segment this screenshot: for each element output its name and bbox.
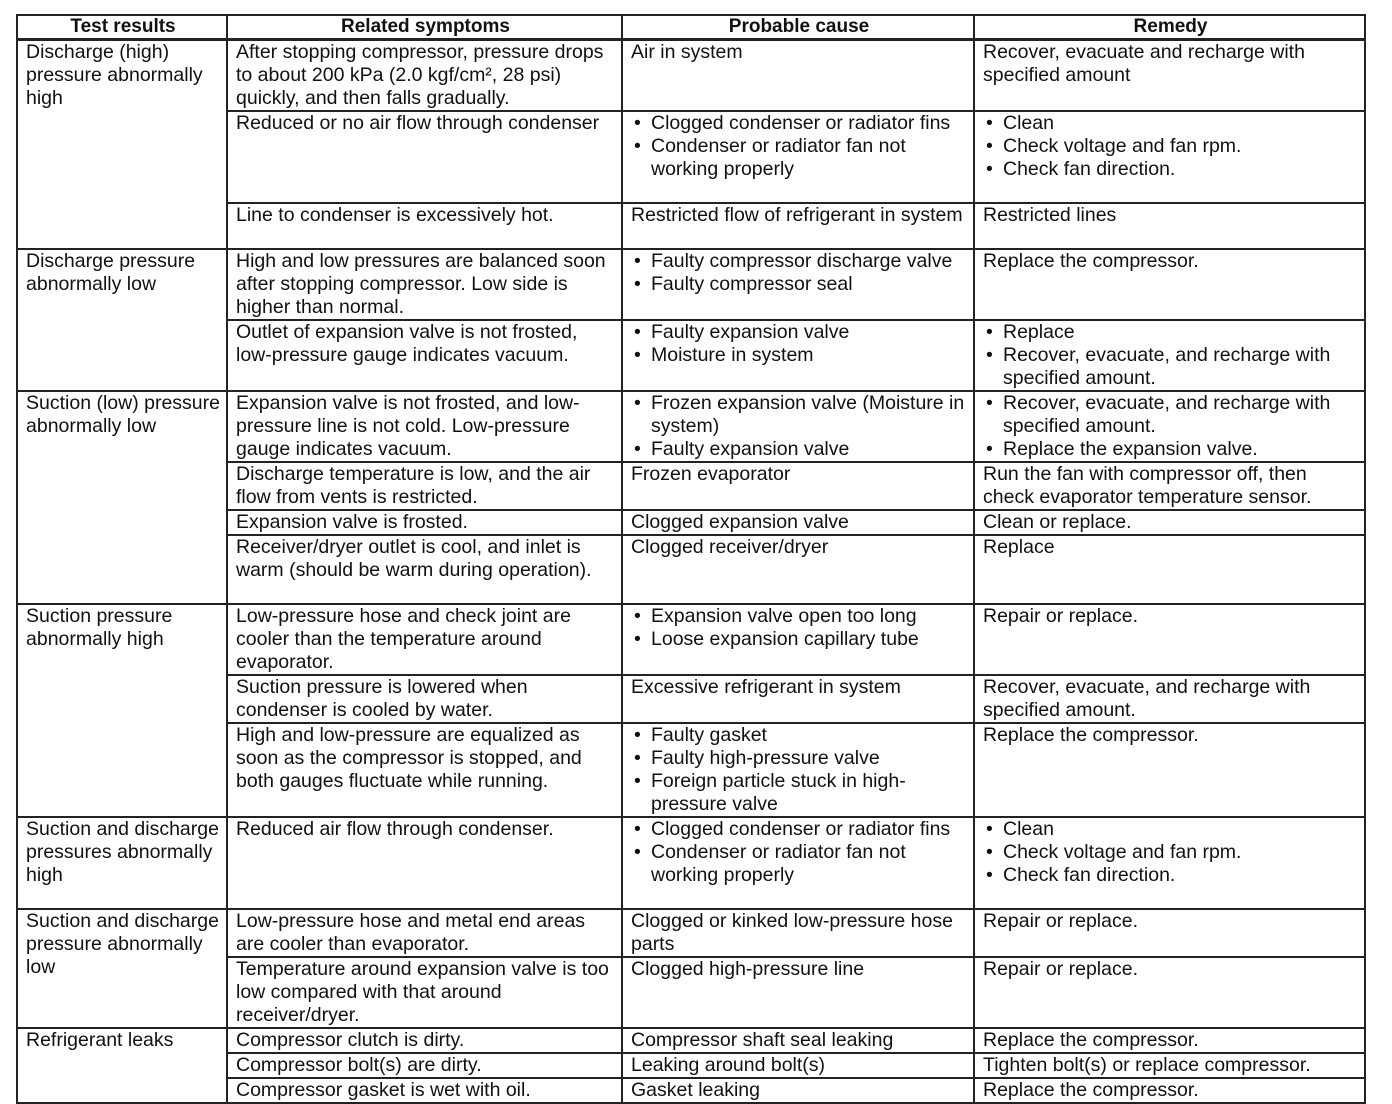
remedy-list — [983, 392, 1358, 461]
remedy-list-item: • Check voltage and fan rpm. — [983, 841, 1358, 864]
cause-list — [631, 392, 967, 461]
test-result-cell: Refrigerant leaks — [17, 1028, 227, 1103]
symptom-cell: Compressor clutch is dirty. — [227, 1028, 622, 1053]
symptom-cell: Expansion valve is frosted. — [227, 510, 622, 535]
cause-list-item: • Condenser or radiator fan not working properly — [631, 841, 967, 887]
symptom-cell: High and low pressures are balanced soon after stopping compressor. Low side is higher than normal. — [227, 249, 622, 320]
table-row — [17, 391, 1365, 462]
cause-list-item: • Frozen expansion valve (Moisture in system) — [631, 392, 967, 438]
remedy-cell: Replace the compressor. — [974, 1078, 1365, 1103]
test-result-cell: Suction and discharge pressures abnormally high — [17, 817, 227, 909]
table-row — [17, 909, 1365, 957]
cause-cell: Gasket leaking — [622, 1078, 974, 1103]
remedy-list-item: • Check fan direction. — [983, 864, 1358, 887]
cause-cell: Restricted flow of refrigerant in system — [622, 203, 974, 249]
header-test-results: Test results — [17, 15, 227, 40]
symptom-cell: Line to condenser is excessively hot. — [227, 203, 622, 249]
cause-cell: Compressor shaft seal leaking — [622, 1028, 974, 1053]
remedy-list-item: • Replace — [983, 321, 1358, 344]
cause-cell: Clogged or kinked low-pressure hose parts — [622, 909, 974, 957]
cause-cell: Clogged high-pressure line — [622, 957, 974, 1028]
remedy-list — [983, 818, 1358, 887]
table-row — [17, 40, 1365, 112]
remedy-cell — [974, 320, 1365, 391]
header-remedy: Remedy — [974, 15, 1365, 40]
cause-list-item: • Moisture in system — [631, 344, 967, 367]
symptom-cell: After stopping compressor, pressure drops to about 200 kPa (2.0 kgf/cm², 28 psi) quickly, and then falls gradually. — [227, 40, 622, 112]
remedy-list-item: • Replace the expansion valve. — [983, 438, 1358, 461]
symptom-cell: Low-pressure hose and metal end areas are cooler than evaporator. — [227, 909, 622, 957]
cause-list-item: • Faulty expansion valve — [631, 321, 967, 344]
remedy-cell: Recover, evacuate, and recharge with specified amount. — [974, 675, 1365, 723]
symptom-cell: Expansion valve is not frosted, and low-pressure line is not cold. Low-pressure gauge indicates vacuum. — [227, 391, 622, 462]
cause-list — [631, 818, 967, 887]
symptom-cell: Compressor bolt(s) are dirty. — [227, 1053, 622, 1078]
cause-list-item: • Faulty compressor seal — [631, 273, 967, 296]
remedy-cell: Run the fan with compressor off, then check evaporator temperature sensor. — [974, 462, 1365, 510]
cause-list-item: • Loose expansion capillary tube — [631, 628, 967, 651]
table-body — [17, 40, 1365, 1104]
cause-list — [631, 321, 967, 367]
symptom-cell: Outlet of expansion valve is not frosted, low-pressure gauge indicates vacuum. — [227, 320, 622, 391]
cause-list-item: • Expansion valve open too long — [631, 605, 967, 628]
header-probable-cause: Probable cause — [622, 15, 974, 40]
cause-cell — [622, 604, 974, 675]
symptom-cell: Receiver/dryer outlet is cool, and inlet is warm (should be warm during operation). — [227, 535, 622, 604]
test-result-cell: Suction and discharge pressure abnormally low — [17, 909, 227, 1028]
cause-list — [631, 250, 967, 296]
cause-list-item: • Faulty expansion valve — [631, 438, 967, 461]
remedy-list-item: • Check voltage and fan rpm. — [983, 135, 1358, 158]
cause-cell: Clogged receiver/dryer — [622, 535, 974, 604]
cause-cell — [622, 249, 974, 320]
remedy-cell: Restricted lines — [974, 203, 1365, 249]
remedy-cell: Replace — [974, 535, 1365, 604]
cause-cell — [622, 111, 974, 203]
cause-cell — [622, 723, 974, 817]
cause-list-item: • Faulty gasket — [631, 724, 967, 747]
cause-list-item: • Faulty compressor discharge valve — [631, 250, 967, 273]
remedy-list-item: • Clean — [983, 112, 1358, 135]
remedy-cell: Replace the compressor. — [974, 249, 1365, 320]
remedy-cell — [974, 817, 1365, 909]
cause-list-item: • Foreign particle stuck in high-pressure valve — [631, 770, 967, 816]
cause-cell: Frozen evaporator — [622, 462, 974, 510]
remedy-list-item: • Recover, evacuate, and recharge with specified amount. — [983, 344, 1358, 390]
cause-list-item: • Clogged condenser or radiator fins — [631, 818, 967, 841]
cause-cell: Clogged expansion valve — [622, 510, 974, 535]
cause-cell: Leaking around bolt(s) — [622, 1053, 974, 1078]
test-result-cell: Discharge (high) pressure abnormally high — [17, 40, 227, 250]
remedy-cell: Repair or replace. — [974, 604, 1365, 675]
cause-cell — [622, 817, 974, 909]
remedy-cell: Clean or replace. — [974, 510, 1365, 535]
symptom-cell: Reduced air flow through condenser. — [227, 817, 622, 909]
test-result-cell: Suction pressure abnormally high — [17, 604, 227, 817]
symptom-cell: Low-pressure hose and check joint are cooler than the temperature around evaporator. — [227, 604, 622, 675]
remedy-cell — [974, 111, 1365, 203]
symptom-cell: Compressor gasket is wet with oil. — [227, 1078, 622, 1103]
remedy-cell: Tighten bolt(s) or replace compressor. — [974, 1053, 1365, 1078]
remedy-cell: Repair or replace. — [974, 957, 1365, 1028]
remedy-cell: Repair or replace. — [974, 909, 1365, 957]
cause-cell: Air in system — [622, 40, 974, 112]
cause-list — [631, 605, 967, 651]
test-result-cell: Suction (low) pressure abnormally low — [17, 391, 227, 604]
header-row — [17, 15, 1365, 40]
table-row — [17, 1028, 1365, 1053]
test-result-cell: Discharge pressure abnormally low — [17, 249, 227, 391]
remedy-cell: Recover, evacuate and recharge with specified amount — [974, 40, 1365, 112]
remedy-cell: Replace the compressor. — [974, 1028, 1365, 1053]
remedy-cell — [974, 391, 1365, 462]
cause-list-item: • Faulty high-pressure valve — [631, 747, 967, 770]
cause-list — [631, 724, 967, 816]
symptom-cell: High and low-pressure are equalized as soon as the compressor is stopped, and both gauges fluctuate while running. — [227, 723, 622, 817]
cause-cell — [622, 391, 974, 462]
remedy-list — [983, 321, 1358, 390]
table-row — [17, 817, 1365, 909]
remedy-list-item: • Recover, evacuate, and recharge with specified amount. — [983, 392, 1358, 438]
symptom-cell: Discharge temperature is low, and the air flow from vents is restricted. — [227, 462, 622, 510]
cause-list-item: • Condenser or radiator fan not working properly — [631, 135, 967, 181]
cause-cell — [622, 320, 974, 391]
remedy-list-item: • Check fan direction. — [983, 158, 1358, 181]
symptom-cell: Temperature around expansion valve is too low compared with that around receiver/dryer. — [227, 957, 622, 1028]
remedy-list-item: • Clean — [983, 818, 1358, 841]
symptom-cell: Suction pressure is lowered when condenser is cooled by water. — [227, 675, 622, 723]
cause-list — [631, 112, 967, 181]
table-row — [17, 604, 1365, 675]
remedy-list — [983, 112, 1358, 181]
troubleshooting-table — [16, 14, 1366, 1104]
remedy-cell: Replace the compressor. — [974, 723, 1365, 817]
cause-cell: Excessive refrigerant in system — [622, 675, 974, 723]
header-related-symptoms: Related symptoms — [227, 15, 622, 40]
cause-list-item: • Clogged condenser or radiator fins — [631, 112, 967, 135]
symptom-cell: Reduced or no air flow through condenser — [227, 111, 622, 203]
table-row — [17, 249, 1365, 320]
